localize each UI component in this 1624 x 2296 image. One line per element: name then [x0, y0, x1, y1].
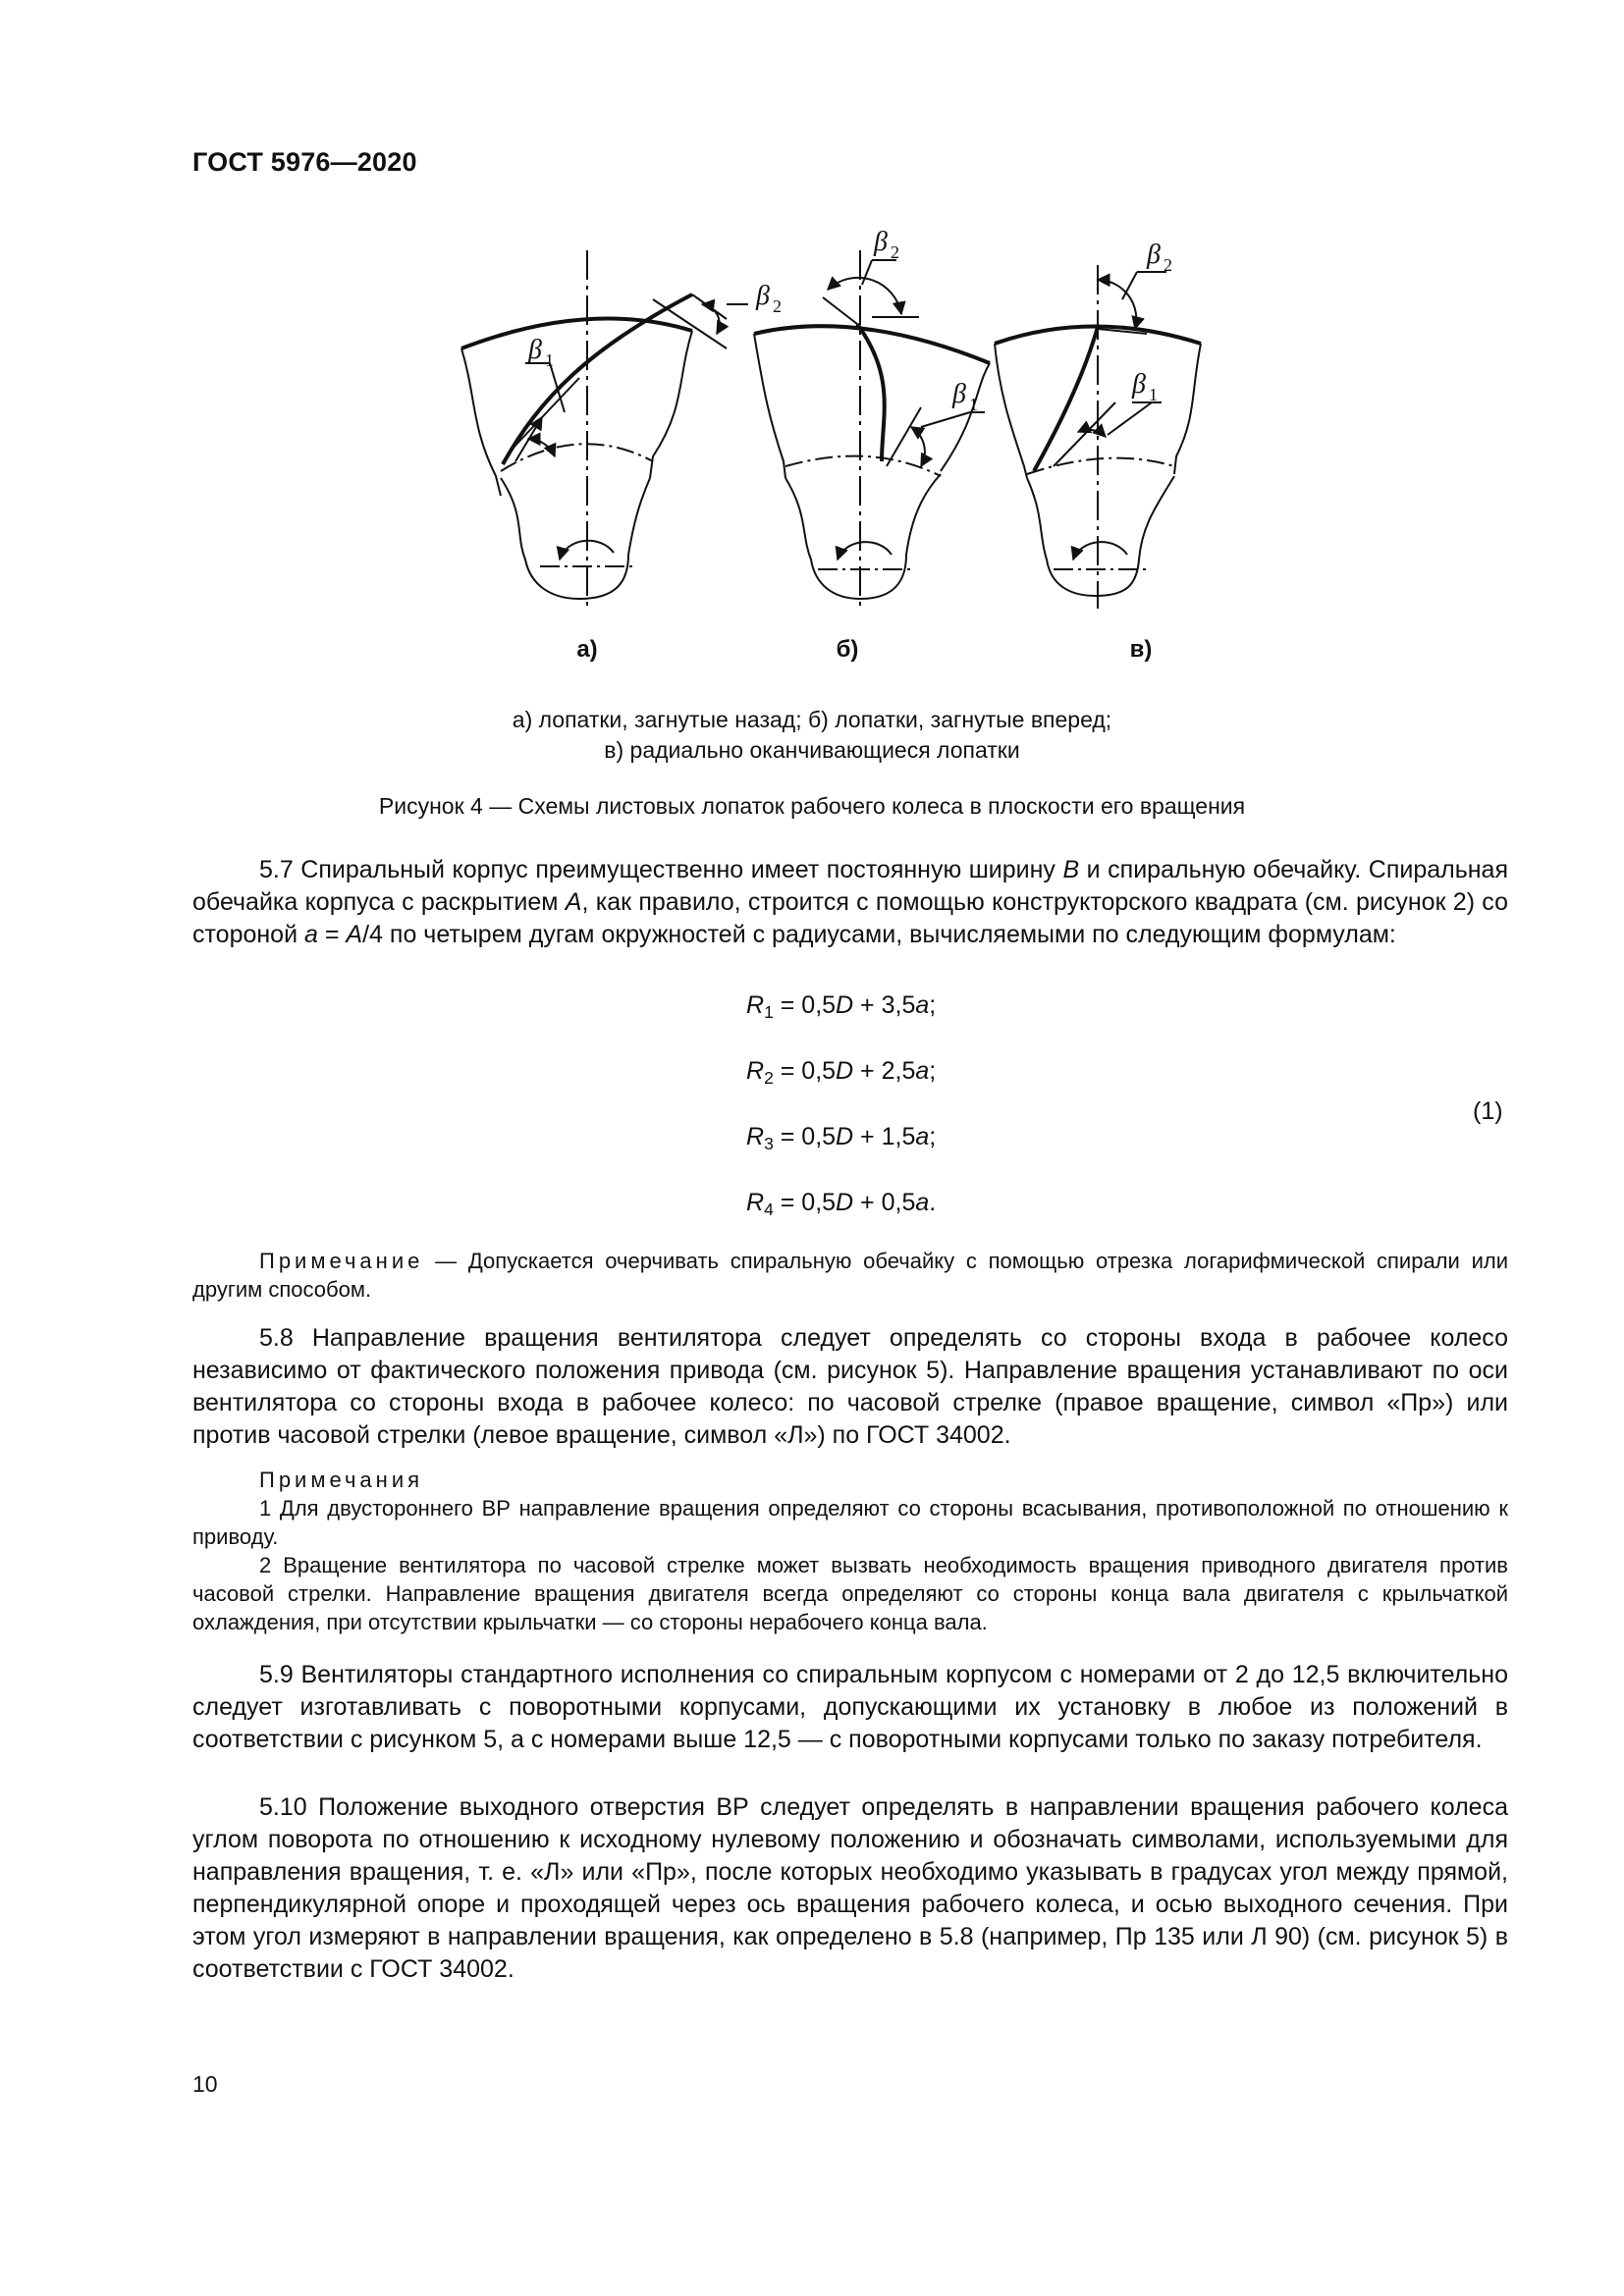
beta2-sub-b: 2: [891, 242, 899, 262]
p57-var-b: B: [1062, 856, 1080, 883]
paragraph-5-10: [192, 1791, 1508, 1986]
p57-var-a4: A: [346, 921, 363, 948]
notes-label: Примечания: [259, 1468, 424, 1492]
beta1-sub-b: 1: [969, 395, 978, 414]
p57-var-a: A: [565, 888, 582, 916]
paragraph-5-7: [192, 854, 1508, 951]
formula-r2: $R_2 = 0,5D + 2,5a$;: [746, 1057, 937, 1088]
p59-text: 5.9 Вентиляторы стандартного исполнения со спиральным корпусом с номерами от 2 до 12,5 включительно следует изготавливать с поворотными корпусами, допускающими их установку в любое из положений в соответствии с рисунком 5, а с номерами выше 12,5 — с поворотными корпусами только по заказу потребителя.: [192, 1661, 1508, 1753]
p58-text: 5.8 Направление вращения вентилятора следует определять со стороны входа в рабочее колесо независимо от фактического положения привода (см. рисунок 5). Направление вращения устанавливают по оси вентилятора со стороны входа в рабочее колесо: по часовой стрелке (правое вращение, символ «Пр») или против часовой стрелки (левое вращение, символ «Л») по ГОСТ 34002.: [192, 1324, 1508, 1449]
beta1-label-a: β: [528, 335, 542, 365]
beta1-label-c: β: [1132, 369, 1146, 400]
page-number: 10: [192, 2071, 218, 2097]
beta2-label-b: β: [874, 227, 888, 257]
paragraph-5-8: [192, 1322, 1508, 1452]
beta2-label-a: β: [756, 281, 770, 311]
formula-r4: $R_4 = 0,5D + 0,5a$.: [746, 1189, 937, 1219]
fan-a-diagram: [461, 250, 782, 609]
figure-label-c: в): [1129, 636, 1153, 663]
figure-legend: [295, 705, 1329, 766]
formula-number: (1): [1473, 1097, 1503, 1125]
beta2-sub-a: 2: [773, 296, 782, 316]
beta1-sub-c: 1: [1149, 385, 1158, 404]
p57-text-3: , как правило, строится с помощью конструкторского квадрата (см. рисунок 2) со стороной: [192, 888, 1508, 948]
p57-text-2: и спиральную обечайку. Спиральная обечайка корпуса с раскрытием: [192, 856, 1508, 916]
paragraph-5-9: [192, 1659, 1508, 1756]
note-item-2: 2 Вращение вентилятора по часовой стрелке может вызвать необходимость вращения приводного двигателя против часовой стрелки. Направление вращения двигателя всегда определяют со стороны конца вала двигателя с крыльчаткой охлаждения, при отсутствии крыльчатки — со стороны нерабочего конца вала.: [192, 1553, 1508, 1634]
legend-line-1: а) лопатки, загнутые назад; б) лопатки, загнутые вперед;: [512, 707, 1112, 732]
formula-r3: $R_3 = 0,5D + 1,5a$;: [746, 1123, 937, 1153]
fan-c-diagram: [995, 240, 1201, 609]
note-text: — Допускается очерчивать спиральную обечайку с помощью отрезка логарифмической спирали или другим способом.: [192, 1249, 1508, 1302]
document-header: ГОСТ 5976—2020: [192, 147, 417, 177]
formula-r1: $R_1 = 0,5D + 3,5a$;: [746, 991, 937, 1022]
p57-text-1: 5.7 Спиральный корпус преимущественно имеет постоянную ширину: [259, 856, 1063, 883]
note-item-1: 1 Для двустороннего ВР направление вращения определяют со стороны всасывания, противоположной по отношению к приводу.: [192, 1496, 1508, 1549]
p57-var-a-small: a: [304, 921, 318, 948]
beta1-label-b: β: [952, 379, 966, 409]
p57-text-4: =: [317, 921, 347, 948]
beta2-sub-c: 2: [1164, 255, 1172, 275]
notes-5-8: [192, 1466, 1508, 1636]
figure-4-diagram: [432, 221, 1276, 682]
fan-b-diagram: [754, 227, 990, 609]
figure-label-b: б): [836, 636, 859, 663]
note-label: Примечание: [259, 1249, 424, 1273]
legend-line-2: в) радиально оканчивающиеся лопатки: [604, 737, 1020, 763]
beta2-label-c: β: [1147, 240, 1161, 270]
beta1-sub-a: 1: [545, 350, 554, 370]
p510-text: 5.10 Положение выходного отверстия ВР следует определять в направлении вращения рабочего колеса углом поворота по отношению к исходному нулевому положению и обозначать символами, используемыми для направления вращения, т. е. «Л» или «Пр», после которых необходимо указывать в градусах угол между прямой, перпендикулярной опоре и проходящей через ось вращения рабочего колеса, и осью выходного сечения. При этом угол измеряют в направлении вращения, как определено в 5.8 (например, Пр 135 или Л 90) (см. рисунок 5) в соответствии с ГОСТ 34002.: [192, 1793, 1508, 1983]
figure-caption: Рисунок 4 — Схемы листовых лопаток рабочего колеса в плоскости его вращения: [378, 793, 1246, 819]
p57-text-5: /4 по четырем дугам окружностей с радиусами, вычисляемыми по следующим формулам:: [362, 921, 1396, 948]
note-5-7: [192, 1247, 1508, 1304]
figure-label-a: а): [576, 636, 598, 663]
